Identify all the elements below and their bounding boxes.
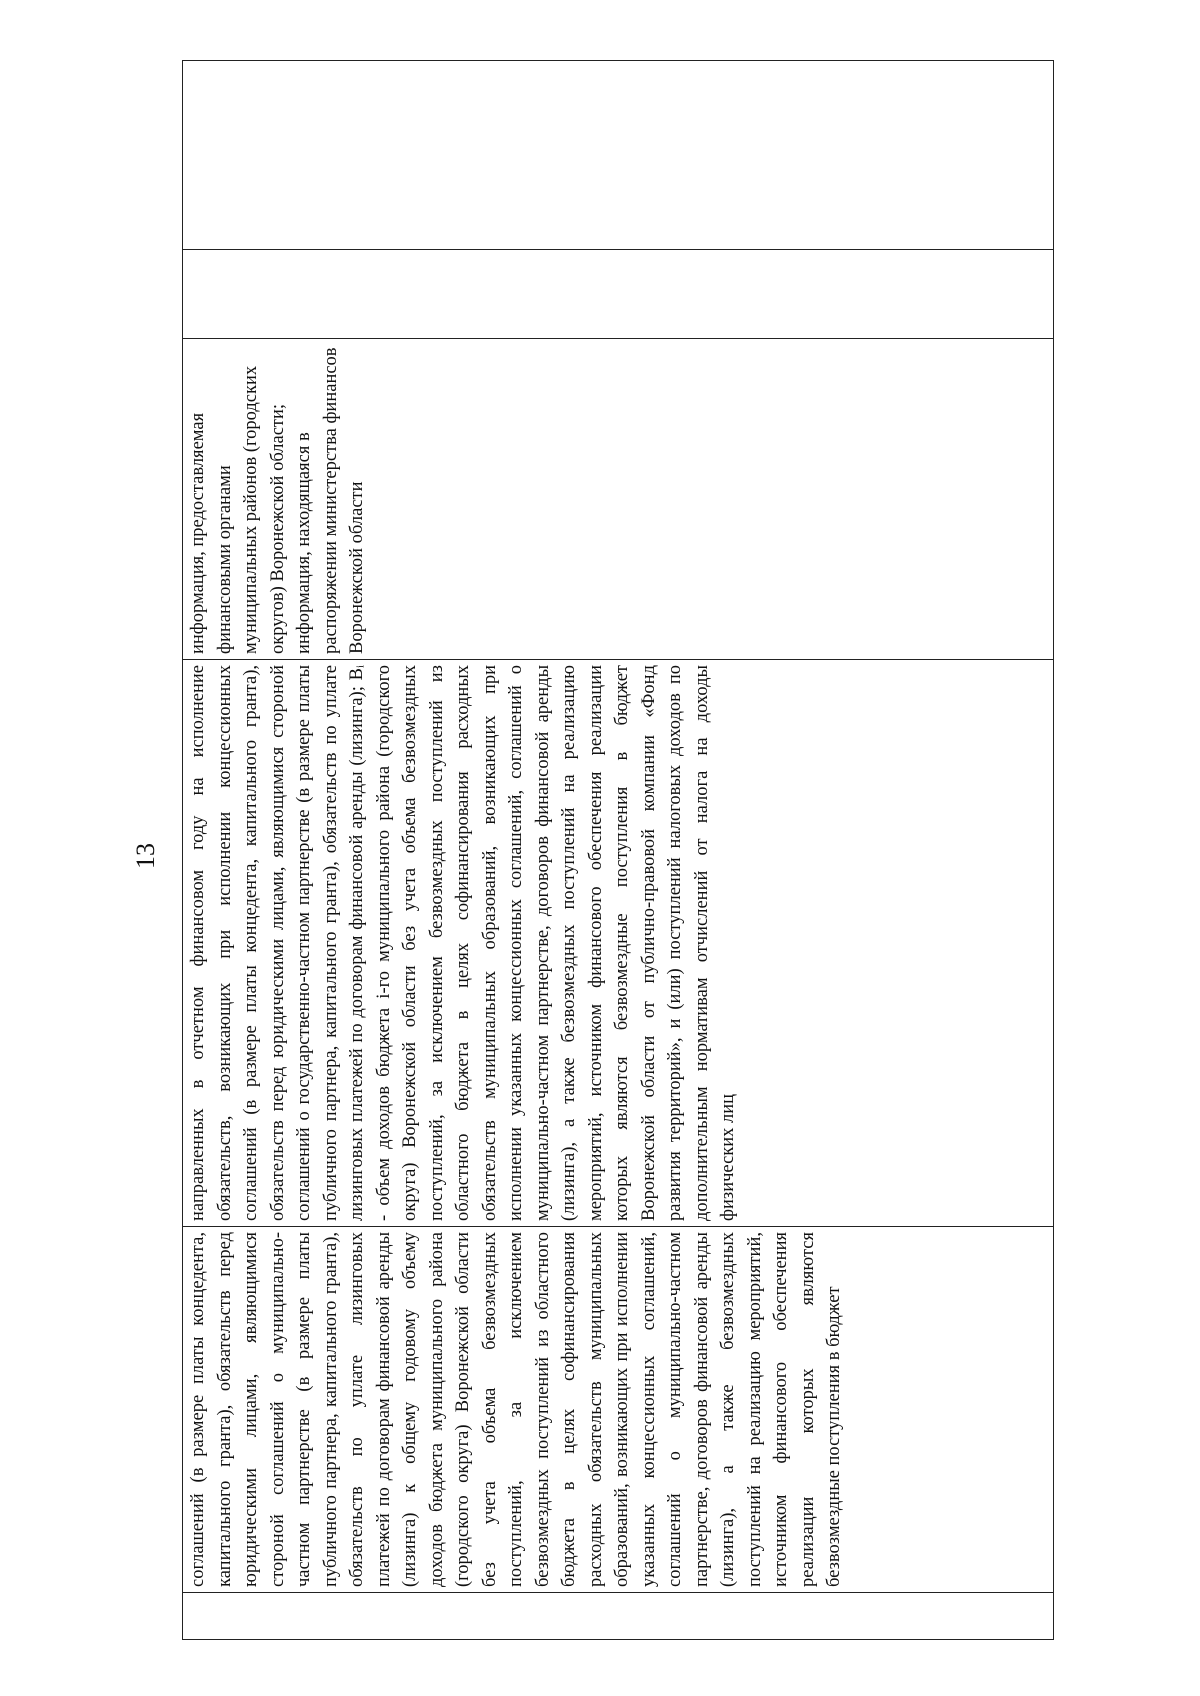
table-row (183, 61, 1054, 1640)
cell-number (183, 1593, 1054, 1640)
indicator-table (182, 60, 1054, 1640)
page-number: 13 (131, 843, 160, 869)
cell-empty-1 (183, 250, 1054, 339)
cell-indicator-definition: соглашений (в размере платы концедента, капитального гранта), обязательств перед юридическими лицами, являющимися стороной соглашений о муниципально-частном партнерстве (в размере платы публичного партнера, капитального гранта), обязательств по уплате лизинговых платежей по договорам финансовой аренды (лизинга) к общему годовому объему доходов бюджета муниципального района (городского округа) Воронежской области без учета объема безвозмездных поступлений, за исключением безвозмездных поступлений из областного бюджета в целях софинансирования расходных обязательств муниципальных образований, возникающих при исполнении указанных концессионных соглашений, соглашений о муниципально-частном партнерстве, договоров финансовой аренды (лизинга), а также безвозмездных поступлений на реализацию мероприятий, источником финансового обеспечения реализации которых являются безвозмездные поступления в бюджет (183, 1227, 1054, 1593)
cell-empty-2 (183, 61, 1054, 250)
cell-data-source: информация, предоставляемая финансовыми органами муниципальных районов (городских округов) Воронежской области; информация, находящаяся в распоряжении министерства финансов Воронежской области (183, 339, 1054, 660)
table-grid (182, 60, 1054, 1640)
cell-calculation-method: направленных в отчетном финансовом году на исполнение обязательств, возникающих при исполнении концессионных соглашений (в размере платы концедента, капитального гранта), обязательств перед юридическими лицами, являющимися стороной соглашений о государственно-частном партнерстве (в размере платы публичного партнера, капитального гранта), обязательств по уплате лизинговых платежей по договорам финансовой аренды (лизинга); Bᵢ - объем доходов бюджета i-го муниципального района (городского округа) Воронежской области без учета объема безвозмездных поступлений, за исключением безвозмездных поступлений из областного бюджета в целях софинансирования расходных обязательств муниципальных образований, возникающих при исполнении указанных концессионных соглашений, соглашений о муниципально-частном партнерстве, договоров финансовой аренды (лизинга), а также безвозмездных поступлений на реализацию мероприятий, источником финансового обеспечения реализации которых являются безвозмездные поступления в бюджет Воронежской области от публично-правовой компании «Фонд развития территорий», и (или) поступлений налоговых доходов по дополнительным нормативам отчислений от налога на доходы физических лиц (183, 660, 1054, 1227)
